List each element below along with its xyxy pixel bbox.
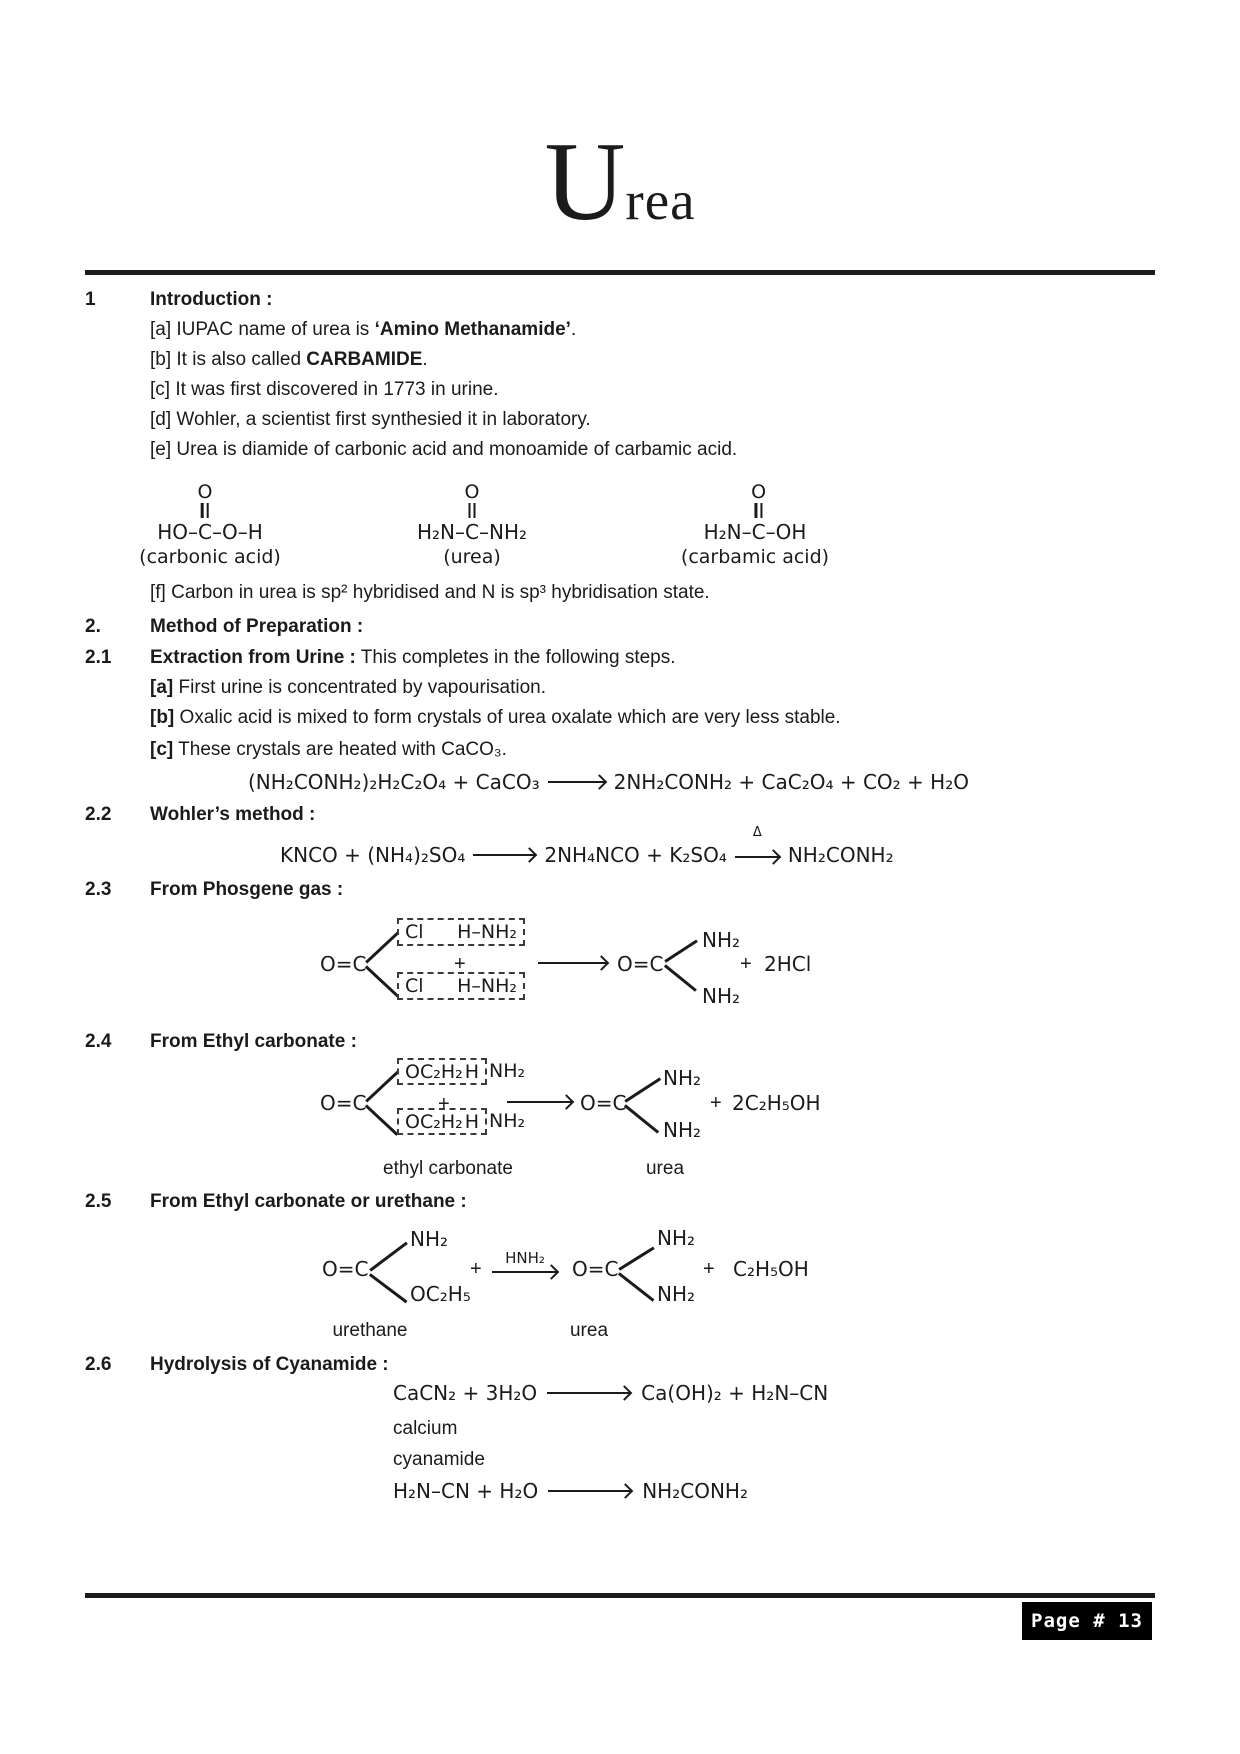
section-heading-cyanamide: Hydrolysis of Cyanamide : [150, 1354, 389, 1375]
bond-line [618, 1272, 654, 1301]
intro-item-a: [a] IUPAC name of urea is ‘Amino Methanamide’. [150, 319, 577, 340]
double-bond-icon [753, 503, 764, 518]
structure-formula: HO– O C–O–H [157, 481, 263, 544]
amine-group: NH₂ [489, 1060, 526, 1082]
plus-sign: + [470, 1258, 482, 1280]
amine-group: NH₂ [657, 1282, 696, 1306]
section-heading-urethane: From Ethyl carbonate or urethane : [150, 1191, 467, 1212]
extraction-step-a: [a] First urine is concentrated by vapourisation. [150, 677, 547, 698]
dashed-group-box: Cl H–NH₂ [397, 918, 525, 946]
plus-sign: + [438, 1093, 450, 1115]
byproduct-formula: C₂H₅OH [733, 1257, 809, 1281]
section-heading-phosgene: From Phosgene gas : [150, 879, 344, 900]
plus-sign: + [454, 953, 466, 975]
reaction-arrow-icon [507, 1101, 573, 1103]
amine-group: NH₂ [663, 1118, 702, 1142]
delta-arrow [735, 825, 780, 867]
extraction-step-c: [c] These crystals are heated with CaCO₃. [150, 739, 507, 760]
ethoxy-group: OC₂H₅ [410, 1282, 471, 1306]
footer-rule [85, 1593, 1155, 1598]
product-caption: urea [645, 1158, 685, 1179]
structure-formula: H₂N– O C–OH [703, 481, 807, 544]
reaction-arrow-icon [548, 1490, 632, 1492]
equation-urea-oxalate: (NH₂CONH₂)₂H₂C₂O₄ + CaCO₃ 2NH₂CONH₂ + CaC₂O₄ + CO₂ + H₂O [248, 770, 969, 794]
byproduct-formula: 2C₂H₅OH [732, 1091, 821, 1115]
double-bond-oxygen: O [751, 483, 766, 520]
reaction-arrow-icon [492, 1271, 558, 1273]
amine-group: NH₂ [702, 928, 741, 952]
arrow-reagent-label: HNH₂ [505, 1249, 545, 1267]
urethane-reaction-diagram [322, 1225, 882, 1320]
amine-group: NH₂ [663, 1066, 702, 1090]
bond-line [664, 940, 697, 963]
double-bond-icon [467, 503, 478, 518]
plus-sign: + [740, 953, 752, 975]
carbonyl-core: O=C [320, 1091, 367, 1115]
bond-line [624, 1104, 659, 1133]
delta-label: Δ [752, 825, 762, 840]
title-rest: rea [625, 170, 696, 231]
section-number: 2. [85, 616, 101, 637]
bond-line [365, 1104, 398, 1135]
section-heading-extraction: Extraction from Urine : This completes in the following steps. [150, 647, 676, 668]
section-heading-introduction: Introduction : [150, 289, 273, 310]
section-number: 1 [85, 289, 96, 310]
section-number: 2.6 [85, 1354, 112, 1375]
product-caption: urea [569, 1320, 609, 1341]
double-bond-oxygen: O [198, 483, 213, 520]
carbonyl-core: O=C [580, 1091, 627, 1115]
intro-item-b: [b] It is also called CARBAMIDE. [150, 349, 428, 370]
section-number: 2.5 [85, 1191, 112, 1212]
bond-line [624, 1077, 661, 1102]
equation-wohler: KNCO + (NH₄)₂SO₄ 2NH₄NCO + K₂SO₄ Δ NH₂CONH₂ [280, 825, 894, 867]
dashed-group-box: OC₂H₂ H [397, 1108, 487, 1135]
equation-cyanamide-1: CaCN₂ + 3H₂O Ca(OH)₂ + H₂N–CN [393, 1381, 829, 1405]
bond-line [365, 931, 399, 963]
reactant-caption: urethane [332, 1320, 408, 1341]
amine-group: NH₂ [702, 984, 741, 1008]
amine-group: NH₂ [410, 1227, 449, 1251]
reactant-caption: ethyl carbonate [383, 1158, 513, 1179]
double-bond-icon [200, 503, 211, 518]
byproduct-formula: 2HCl [764, 952, 812, 976]
extraction-step-b: [b] Oxalic acid is mixed to form crystals of urea oxalate which are very less stable. [150, 707, 841, 728]
structure-carbamic-acid [680, 481, 830, 569]
carbonyl-core: O=C [617, 952, 664, 976]
intro-item-f: [f] Carbon in urea is sp² hybridised and N is sp³ hybridisation state. [150, 582, 710, 603]
dashed-group-box: OC₂H₂ H [397, 1058, 487, 1085]
reaction-arrow-icon [473, 854, 536, 856]
page-title [0, 120, 1240, 244]
amine-group: NH₂ [657, 1226, 696, 1250]
carbonyl-core: O=C [322, 1257, 369, 1281]
bond-line [618, 1246, 654, 1270]
intro-item-d: [d] Wohler, a scientist first synthesied it in laboratory. [150, 409, 591, 430]
carbonyl-core: O=C [320, 952, 367, 976]
section-heading-ethyl-carbonate: From Ethyl carbonate : [150, 1031, 357, 1052]
intro-item-c: [c] It was first discovered in 1773 in urine. [150, 379, 499, 400]
bond-line [369, 1273, 407, 1303]
bond-line [365, 1071, 398, 1102]
double-bond-oxygen: O [465, 483, 480, 520]
equation-cyanamide-2: H₂N–CN + H₂O NH₂CONH₂ [393, 1479, 748, 1503]
bond-line [664, 964, 697, 991]
structure-carbonic-acid [139, 481, 281, 569]
intro-item-e: [e] Urea is diamide of carbonic acid and monoamide of carbamic acid. [150, 439, 738, 460]
structure-caption: (urea) [443, 546, 501, 568]
bond-line [369, 1242, 407, 1272]
reaction-arrow-icon [538, 962, 608, 964]
dashed-group-box: Cl H–NH₂ [397, 972, 525, 1000]
reagent-label-line2: cyanamide [393, 1449, 485, 1470]
plus-sign: + [710, 1092, 722, 1114]
page-number-label: Page # 13 [1031, 1610, 1143, 1632]
structure-formula: H₂N– O C–NH₂ [416, 481, 528, 544]
reaction-arrow-icon [548, 781, 606, 783]
structure-urea [416, 481, 528, 569]
bond-line [365, 965, 399, 997]
reaction-arrow-icon [547, 1392, 631, 1394]
section-number: 2.4 [85, 1031, 112, 1052]
section-number: 2.2 [85, 804, 112, 825]
section-number: 2.3 [85, 879, 112, 900]
page-number-badge [1022, 1602, 1152, 1640]
structure-caption: (carbamic acid) [680, 546, 830, 568]
section-number: 2.1 [85, 647, 112, 668]
reaction-arrow-icon [735, 856, 780, 858]
section-heading-wohler: Wohler’s method : [150, 804, 316, 825]
structure-caption: (carbonic acid) [139, 546, 281, 568]
amine-group: NH₂ [489, 1110, 526, 1132]
section-heading-method: Method of Preparation : [150, 616, 364, 637]
carbonyl-core: O=C [572, 1257, 619, 1281]
phosgene-reaction-diagram [320, 915, 880, 1015]
title-initial: U [544, 120, 626, 244]
top-rule [85, 270, 1155, 275]
plus-sign: + [703, 1258, 715, 1280]
reagent-label-line1: calcium [393, 1418, 458, 1439]
ethyl-carbonate-reaction-diagram [320, 1056, 880, 1146]
